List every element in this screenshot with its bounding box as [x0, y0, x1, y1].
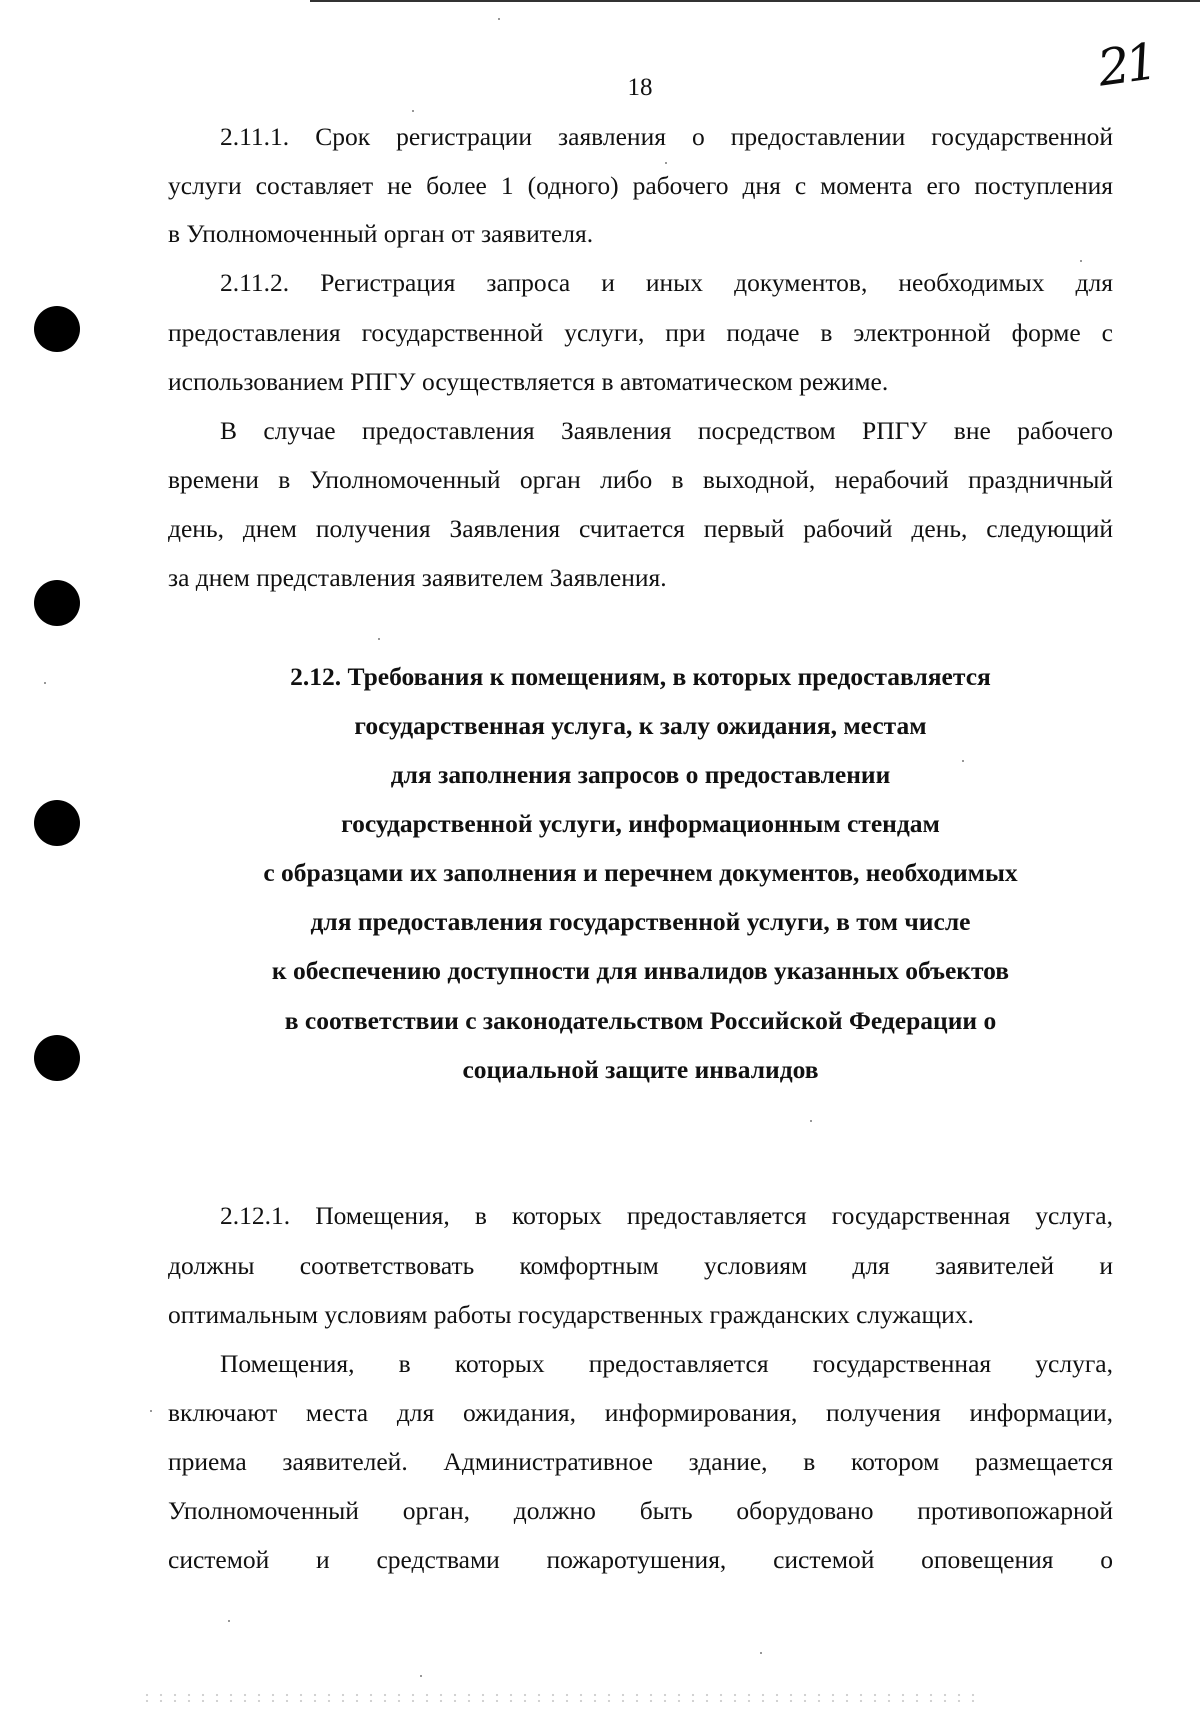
- punch-hole: [34, 580, 80, 626]
- paragraph-line: за днем представления заявителем Заявления.: [168, 563, 667, 592]
- scan-speck: [378, 638, 380, 640]
- paragraph-line: в Уполномоченный орган от заявителя.: [168, 219, 594, 248]
- page-number: 18: [627, 74, 653, 101]
- section-heading-line: государственной услуги, информационным стендам: [341, 809, 940, 838]
- punch-hole: [34, 306, 80, 352]
- paragraph-line: приема заявителей. Административное здание, в котором размещается: [168, 1447, 1113, 1476]
- scan-speck: [760, 1652, 762, 1654]
- section-heading-line: для заполнения запросов о предоставлении: [390, 760, 891, 789]
- scan-speck: [44, 682, 46, 684]
- scan-speck: [412, 110, 414, 112]
- paragraph-line: включают места для ожидания, информирования, получения информации,: [168, 1398, 1113, 1427]
- paragraph-line: 2.11.2. Регистрация запроса и иных документов, необходимых для: [220, 268, 1113, 297]
- scan-speck: [150, 1410, 152, 1412]
- scan-speck: [420, 1675, 422, 1677]
- paragraph-line: Уполномоченный орган, должно быть оборудовано противопожарной: [168, 1496, 1113, 1525]
- handwritten-page-number: 21: [1094, 32, 1158, 98]
- scan-speck: [810, 1120, 812, 1122]
- paragraph-line: 2.12.1. Помещения, в которых предоставляется государственная услуга,: [220, 1201, 1113, 1230]
- section-heading-line: 2.12. Требования к помещениям, в которых предоставляется: [290, 662, 991, 691]
- section-heading-line: к обеспечению доступности для инвалидов указанных объектов: [271, 956, 1010, 985]
- scan-speck: [665, 162, 667, 164]
- scan-speck: [228, 1620, 230, 1622]
- paragraph-line: услуги составляет не более 1 (одного) рабочего дня с момента его поступления: [168, 171, 1113, 200]
- paragraph-line: времени в Уполномоченный орган либо в выходной, нерабочий праздничный: [168, 465, 1113, 494]
- paragraph-line: использованием РПГУ осуществляется в автоматическом режиме.: [168, 367, 889, 396]
- scan-speck: [1080, 260, 1082, 262]
- paragraph-line: 2.11.1. Срок регистрации заявления о предоставлении государственной: [220, 122, 1113, 151]
- paragraph-line: системой и средствами пожаротушения, системой оповещения о: [168, 1545, 1113, 1574]
- top-border-line: [310, 0, 1200, 2]
- paragraph-line: В случае предоставления Заявления посредством РПГУ вне рабочего: [220, 416, 1113, 445]
- paragraph-line: день, днем получения Заявления считается первый рабочий день, следующий: [168, 514, 1113, 543]
- scan-speck: [962, 760, 964, 762]
- paragraph-line: предоставления государственной услуги, при подаче в электронной форме с: [168, 318, 1113, 347]
- section-heading-line: государственная услуга, к залу ожидания, местам: [354, 711, 927, 740]
- section-heading-line: в соответствии с законодательством Российской Федерации о: [284, 1006, 997, 1035]
- section-heading-line: для предоставления государственной услуги, в том числе: [310, 907, 971, 936]
- scan-noise: [140, 1692, 980, 1702]
- scan-speck: [498, 18, 500, 20]
- punch-hole: [34, 800, 80, 846]
- punch-hole: [34, 1035, 80, 1081]
- paragraph-line: Помещения, в которых предоставляется государственная услуга,: [220, 1349, 1113, 1378]
- section-heading-line: социальной защите инвалидов: [462, 1055, 819, 1084]
- paragraph-line: должны соответствовать комфортным условиям для заявителей и: [168, 1251, 1113, 1280]
- paragraph-line: оптимальным условиям работы государственных гражданских служащих.: [168, 1300, 974, 1329]
- section-heading-line: с образцами их заполнения и перечнем документов, необходимых: [263, 858, 1018, 887]
